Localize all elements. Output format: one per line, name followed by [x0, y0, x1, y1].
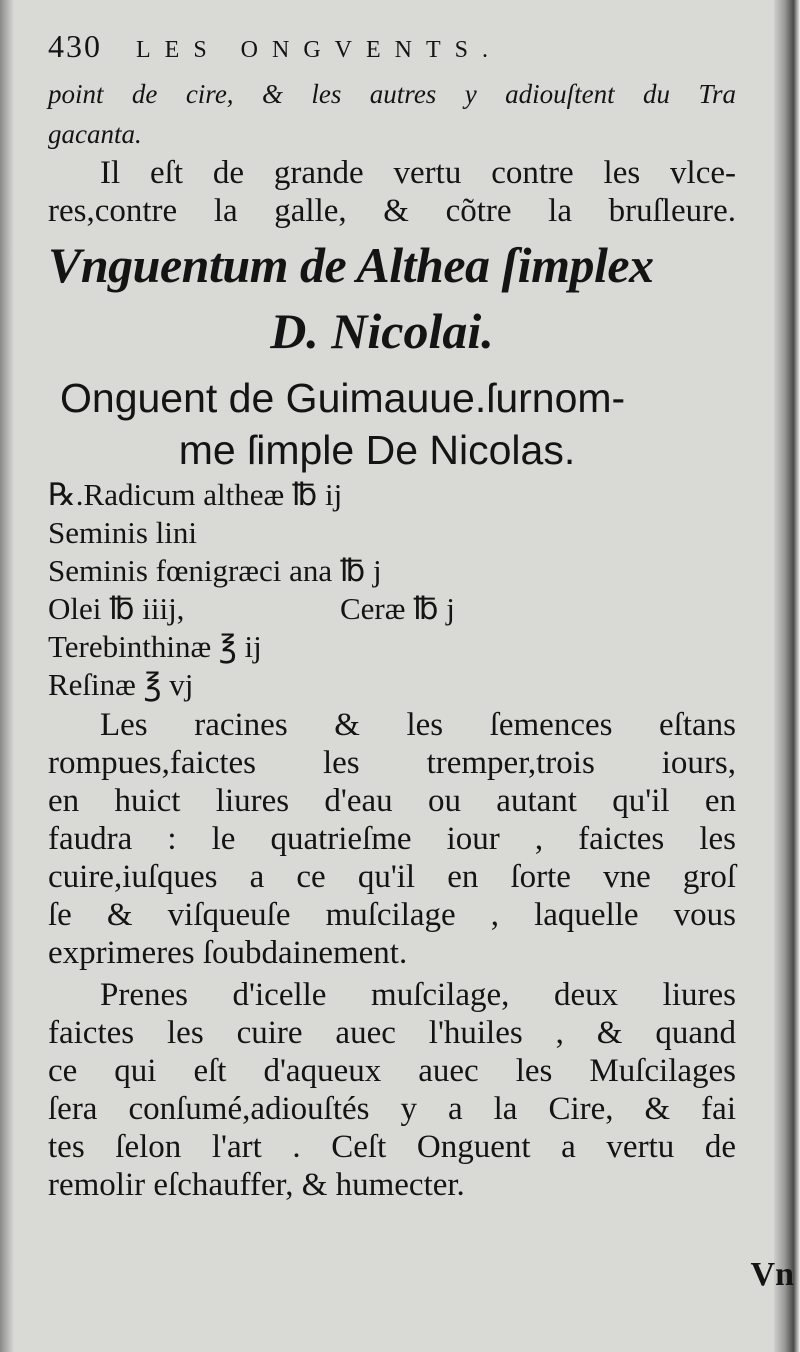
- text-line: ſe & viſqueuſe muſcilage , laquelle vous: [48, 897, 736, 933]
- gutter-shadow: [0, 0, 14, 1352]
- recipe-item: [48, 476, 736, 514]
- text-line: tes ſelon l'art . Ceſt Onguent a vertu de: [48, 1129, 736, 1165]
- text-line: res,contre la galle, & cõtre la bruſleure.: [48, 193, 736, 229]
- running-head: [48, 28, 736, 74]
- recipe-item: [48, 628, 736, 666]
- running-title: LES ONGVENTS.: [136, 37, 502, 63]
- recipe-item-text: Seminis fœnigræci ana ℔ j: [48, 553, 382, 588]
- paragraph: [48, 706, 736, 972]
- recipe-item: [48, 552, 736, 590]
- recipe-item: [48, 514, 736, 552]
- text-line: faudra : le quatrieſme iour , faictes les: [48, 821, 736, 857]
- italic-text-line: gacanta.: [48, 119, 142, 149]
- page-number: 430: [48, 28, 102, 64]
- text-line: ce qui eſt d'aqueux auec les Muſcilages: [48, 1053, 736, 1089]
- text-line: Prenes d'icelle muſcilage, deux liures: [100, 977, 736, 1013]
- latin-title: D. Nicolai.: [270, 303, 494, 359]
- text-line: ſera conſumé,adiouſtés y a la Cire, & fai: [48, 1091, 736, 1127]
- page-edge: [774, 0, 800, 1352]
- text-line: Les racines & les ſemences eſtans: [100, 707, 736, 743]
- italic-text-line: point de cire, & les autres y adiouſtent du Tra: [48, 79, 736, 109]
- text-line: rompues,faictes les tremper,trois iours,: [48, 745, 736, 781]
- recipe-item-text: Reſinæ ℥ vj: [48, 667, 194, 702]
- recipe-item: [48, 590, 736, 628]
- recipe-item-text: Olei ℔ iiij,: [48, 591, 185, 626]
- recipe-item: [48, 666, 736, 704]
- paragraph: [48, 976, 736, 1204]
- recipe-item-text: ℞.Radicum altheæ ℔ ij: [48, 477, 343, 512]
- text-line: Il eſt de grande vertu contre les vlce-: [100, 155, 736, 191]
- page-content: [48, 28, 736, 1204]
- text-line: faictes les cuire auec l'huiles , & quand: [48, 1015, 736, 1051]
- french-title: me ſimple De Nicolas.: [178, 427, 576, 473]
- recipe-list: [48, 476, 736, 704]
- recipe-item-second: Ceræ ℔ j: [340, 591, 455, 626]
- text-line: exprimeres ſoubdainement.: [48, 935, 408, 971]
- latin-title: Vnguentum de Althea ſimplex: [48, 237, 654, 293]
- recipe-item-text: Terebinthinæ ℥ ij: [48, 629, 262, 664]
- text-line: remolir eſchauffer, & humecter.: [48, 1167, 465, 1203]
- text-line: en huict liures d'eau ou autant qu'il en: [48, 783, 736, 819]
- text-line: cuire,iuſques a ce qu'il en ſorte vne groſ: [48, 859, 736, 895]
- french-title: Onguent de Guimauue.ſurnom-: [60, 375, 626, 421]
- catchword: Vn: [750, 1256, 794, 1293]
- recipe-item-text: Seminis lini: [48, 515, 197, 550]
